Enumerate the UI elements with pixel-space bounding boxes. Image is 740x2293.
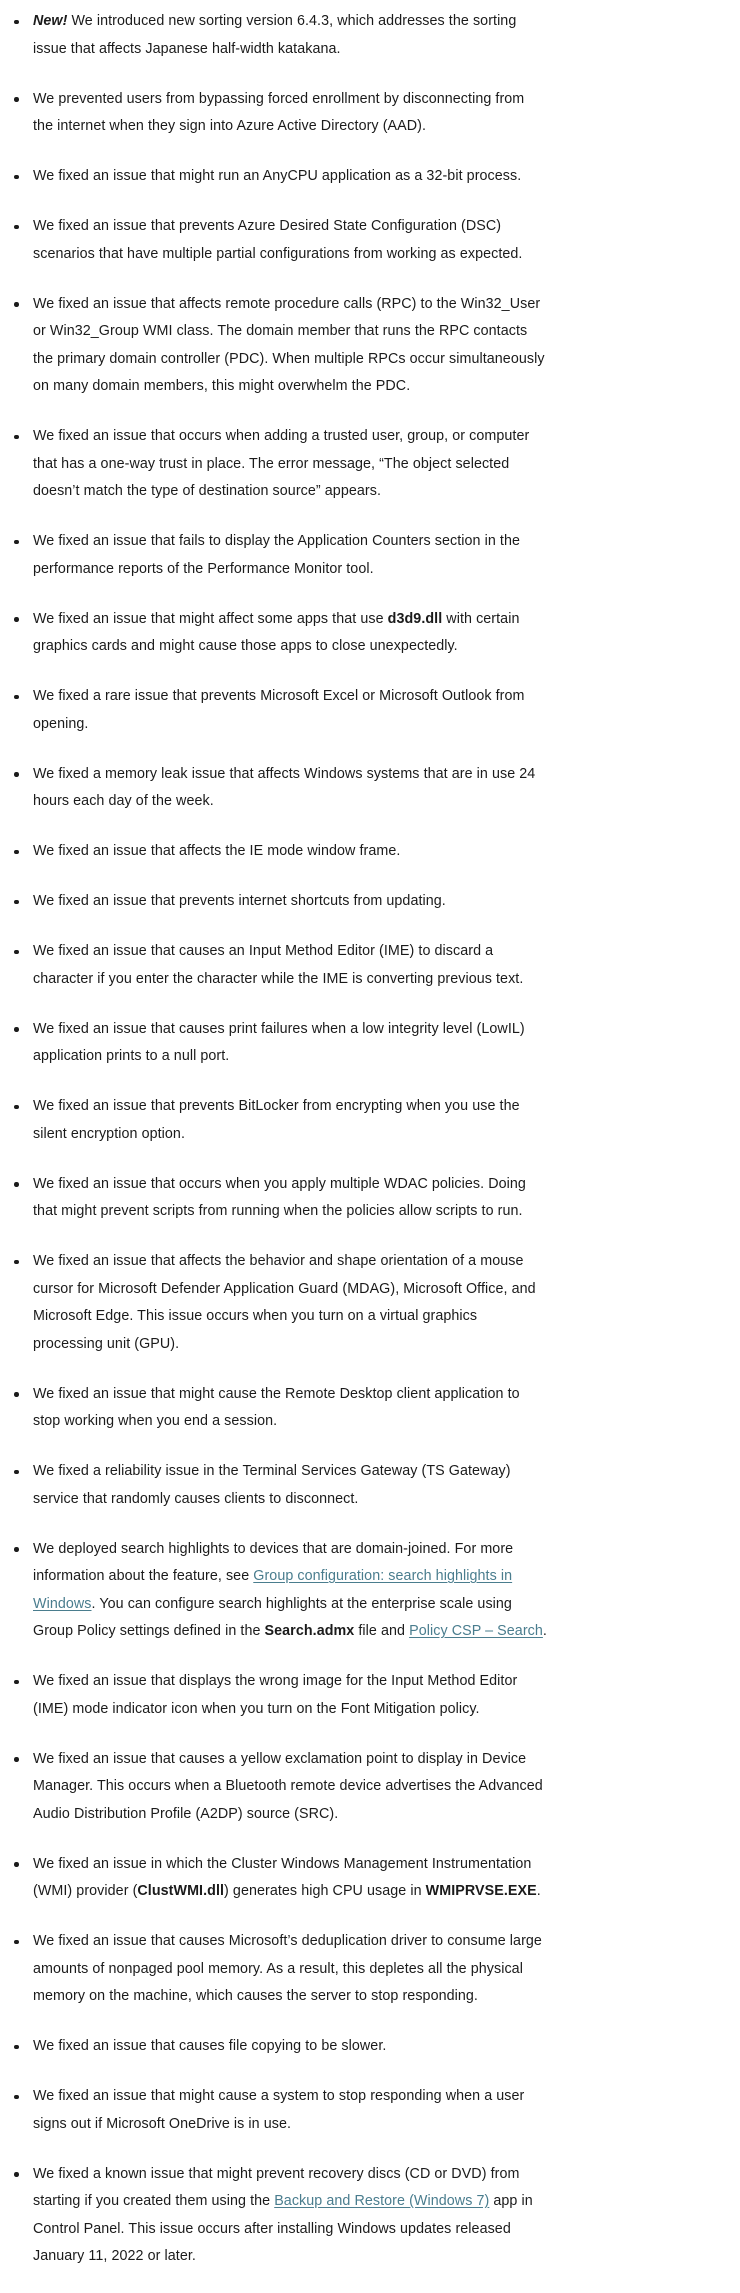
bold-term: WMIPRVSE.EXE: [425, 1883, 537, 1899]
text-run: We fixed an issue that causes Microsoft’s deduplication driver to consume large amounts of nonpaged pool memory. As a result, this depletes all the physical memory on the machine, which causes the server to stop responding.: [33, 1933, 542, 2004]
release-note-text: [33, 218, 522, 262]
release-note-item: [0, 2161, 740, 2271]
release-note-item: [0, 2033, 740, 2061]
bold-term: ClustWMI.dll: [137, 1883, 225, 1899]
bullet-point-icon: [14, 1757, 19, 1762]
release-note-text: [33, 843, 400, 859]
text-run: We fixed an issue that occurs when you apply multiple WDAC policies. Doing that might prevent scripts from running when the policies allow scripts to run.: [33, 1175, 526, 1219]
text-run: We fixed an issue that might run an AnyCPU application as a 32-bit process.: [33, 168, 522, 184]
release-note-item: [0, 1171, 740, 1226]
text-run: . You can configure search highlights at the enterprise scale using Group Policy settings defined in the: [33, 1595, 512, 1639]
bullet-point-icon: [14, 772, 19, 777]
bullet-point-icon: [14, 1862, 19, 1867]
bullet-point-icon: [14, 1547, 19, 1552]
bullet-point-icon: [14, 2172, 19, 2177]
text-run: app in Control Panel. This issue occurs after installing Windows updates released January 11, 2022 or later.: [33, 2193, 533, 2264]
text-run: We fixed an issue that affects the behavior and shape orientation of a mouse cursor for Microsoft Defender Application Guard (MDAG), Microsoft Office, and Microsoft Edge. This issue occurs when you turn on a virtual graphics processing unit (GPU).: [33, 1253, 536, 1352]
text-run: We fixed a memory leak issue that affects Windows systems that are in use 24 hours each day of the week.: [33, 765, 536, 809]
bullet-point-icon: [14, 1027, 19, 1032]
release-note-item: [0, 1928, 740, 2011]
release-note-text: [33, 688, 525, 732]
text-run: We fixed an issue that occurs when adding a trusted user, group, or computer that has a one-way trust in place. The error message, “The object selected doesn’t match the type of destination source” appears.: [33, 428, 530, 499]
text-run: file and: [354, 1623, 410, 1639]
release-note-item: [0, 761, 740, 816]
bullet-point-icon: [14, 617, 19, 622]
text-run: We fixed an issue that causes file copying to be slower.: [33, 2038, 387, 2054]
text-run: We fixed a known issue that might prevent recovery discs (CD or DVD) from starting if you created them using the: [33, 2165, 520, 2209]
release-note-item: [0, 1016, 740, 1071]
bold-term: d3d9.dll: [387, 610, 443, 627]
text-run: We fixed a reliability issue in the Terminal Services Gateway (TS Gateway) service that randomly causes clients to disconnect.: [33, 1463, 511, 1507]
text-run: We fixed an issue that might cause the Remote Desktop client application to stop working when you end a session.: [33, 1385, 520, 1429]
text-run: We fixed a rare issue that prevents Microsoft Excel or Microsoft Outlook from opening.: [33, 688, 525, 732]
release-note-item: [0, 8, 740, 63]
bullet-point-icon: [14, 1680, 19, 1685]
bullet-point-icon: [14, 225, 19, 230]
release-note-item: [0, 1381, 740, 1436]
release-note-item: [0, 683, 740, 738]
release-note-item: [0, 163, 740, 191]
release-note-item: [0, 213, 740, 268]
text-run: We fixed an issue that displays the wrong image for the Input Method Editor (IME) mode indicator icon when you turn on the Font Mitigation policy.: [33, 1673, 518, 1717]
text-run: We fixed an issue that causes an Input Method Editor (IME) to discard a character if you enter the character while the IME is converting previous text.: [33, 943, 524, 987]
release-note-text: [33, 1673, 517, 1717]
release-note-text: [33, 1386, 520, 1430]
text-run: We fixed an issue that causes print failures when a low integrity level (LowIL) application prints to a null port.: [33, 1020, 525, 1064]
text-run: .: [542, 1623, 547, 1639]
text-run: We fixed an issue that causes a yellow exclamation point to display in Device Manager. This occurs when a Bluetooth remote device advertises the Advanced Audio Distribution Profile (A2DP) source (SRC).: [33, 1750, 543, 1822]
text-run: We introduced new sorting version 6.4.3, which addresses the sorting issue that affects Japanese half-width katakana.: [33, 13, 517, 57]
release-note-item: [0, 291, 740, 401]
bullet-point-icon: [14, 2045, 19, 2050]
release-note-text: [33, 296, 545, 395]
text-run: We fixed an issue that prevents Azure Desired State Configuration (DSC) scenarios that have multiple partial configurations from working as expected.: [33, 218, 523, 262]
release-note-item: [0, 838, 740, 866]
release-note-item: [0, 1458, 740, 1513]
release-note-text: [33, 1856, 541, 1900]
release-note-item: [0, 1536, 740, 1646]
release-notes-list: [0, 8, 740, 2271]
release-note-item: [0, 938, 740, 993]
release-note-text: [33, 2166, 533, 2265]
reference-link[interactable]: Backup and Restore (Windows 7): [274, 2193, 490, 2209]
release-note-text: [33, 1253, 536, 1352]
release-note-item: [0, 423, 740, 506]
release-note-item: [0, 1668, 740, 1723]
bullet-point-icon: [14, 850, 19, 855]
release-note-text: [33, 766, 535, 810]
text-run: We fixed an issue that prevents internet shortcuts from updating.: [33, 893, 446, 909]
bullet-point-icon: [14, 540, 19, 545]
bullet-point-icon: [14, 1392, 19, 1397]
text-run: We fixed an issue in which the Cluster Windows Management Instrumentation (WMI) provider (: [33, 1855, 532, 1899]
release-note-text: [33, 1176, 526, 1220]
text-run: with certain graphics cards and might cause those apps to close unexpectedly.: [33, 610, 520, 654]
release-note-text: [33, 1098, 520, 1142]
release-note-text: [33, 1021, 525, 1065]
release-note-text: [33, 943, 523, 987]
release-note-item: [0, 1851, 740, 1906]
release-note-text: [33, 893, 446, 909]
bullet-point-icon: [14, 1940, 19, 1945]
reference-link[interactable]: Group configuration: search highlights in Windows: [33, 1568, 513, 1612]
reference-link[interactable]: Policy CSP – Search: [409, 1623, 543, 1639]
release-note-text: [33, 611, 519, 655]
release-note-item: [0, 606, 740, 661]
text-run: We prevented users from bypassing forced enrollment by disconnecting from the internet when they sign into Azure Active Directory (AAD).: [33, 90, 525, 134]
release-note-item: [0, 528, 740, 583]
text-run: We fixed an issue that fails to display the Application Counters section in the performance reports of the Performance Monitor tool.: [33, 533, 520, 577]
text-run: We deployed search highlights to devices that are domain-joined. For more information about the feature, see: [33, 1540, 514, 1584]
release-note-text: [33, 1463, 511, 1507]
bullet-point-icon: [14, 97, 19, 102]
text-run: .: [536, 1883, 541, 1899]
bullet-point-icon: [14, 1182, 19, 1187]
bullet-point-icon: [14, 1260, 19, 1265]
bullet-point-icon: [14, 695, 19, 700]
text-run: We fixed an issue that might cause a system to stop responding when a user signs out if Microsoft OneDrive is in use.: [33, 2088, 525, 2132]
bullet-point-icon: [14, 435, 19, 440]
text-run: ) generates high CPU usage in: [224, 1883, 426, 1899]
release-note-item: [0, 86, 740, 141]
release-note-text: [33, 428, 529, 499]
text-run: We fixed an issue that prevents BitLocker from encrypting when you use the silent encryption option.: [33, 1098, 520, 1142]
release-note-text: [33, 1751, 543, 1822]
new-label: New!: [33, 13, 68, 29]
bullet-point-icon: [14, 900, 19, 905]
bullet-point-icon: [14, 302, 19, 307]
release-note-text: [33, 168, 521, 184]
text-run: We fixed an issue that affects remote procedure calls (RPC) to the Win32_User or Win32_Group WMI class. The domain member that runs the RPC contacts the primary domain controller (PDC). When multiple RPCs occur simultaneously on many domain members, this might overwhelm the PDC.: [33, 295, 545, 394]
bold-term: Search.admx: [264, 1623, 355, 1639]
release-note-item: [0, 888, 740, 916]
bullet-point-icon: [14, 175, 19, 180]
release-note-item: [0, 1248, 740, 1358]
release-note-text: [33, 2088, 524, 2132]
release-note-text: [33, 1933, 542, 2004]
bullet-point-icon: [14, 20, 19, 25]
release-note-item: [0, 1093, 740, 1148]
text-run: We fixed an issue that affects the IE mode window frame.: [33, 843, 401, 859]
bullet-point-icon: [14, 1105, 19, 1110]
bullet-point-icon: [14, 1470, 19, 1475]
release-note-item: [0, 2083, 740, 2138]
text-run: We fixed an issue that might affect some apps that use: [33, 610, 388, 627]
release-note-text: [33, 91, 524, 135]
bullet-point-icon: [14, 950, 19, 955]
release-note-item: [0, 1746, 740, 1829]
release-note-text: [33, 2038, 386, 2054]
release-note-text: [33, 533, 520, 577]
release-note-text: [33, 13, 516, 57]
release-note-text: [33, 1541, 547, 1640]
bullet-point-icon: [14, 2095, 19, 2100]
